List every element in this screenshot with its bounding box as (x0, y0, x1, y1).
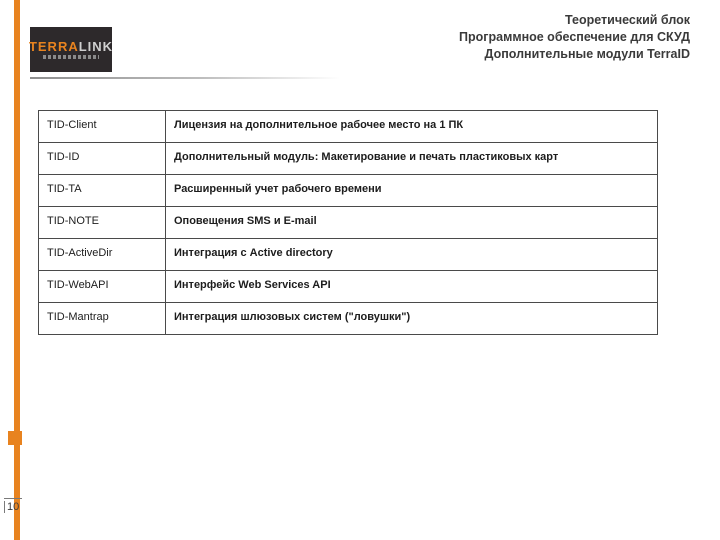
left-accent-strip (14, 0, 20, 540)
header-divider-line (30, 77, 340, 79)
page-number-tick (4, 498, 22, 499)
header-line-1: Теоретический блок (565, 13, 690, 27)
accent-square (8, 431, 22, 445)
module-description: Оповещения SMS и E-mail (166, 207, 658, 239)
header-line-3: Дополнительные модули TerraID (484, 47, 690, 61)
logo-text-terra: TERRA (28, 39, 79, 54)
logo-text-link: LINK (78, 39, 114, 54)
logo-text (29, 40, 113, 53)
module-code: TID-Client (39, 111, 166, 143)
module-code: TID-ActiveDir (39, 239, 166, 271)
page-number: 10 (4, 501, 30, 513)
page-number-block (4, 498, 30, 513)
module-code: TID-ID (39, 143, 166, 175)
table-row (39, 143, 658, 175)
table-row (39, 303, 658, 335)
table-row (39, 111, 658, 143)
header-line-2: Программное обеспечение для СКУД (459, 30, 690, 44)
module-code: TID-TA (39, 175, 166, 207)
table-row (39, 271, 658, 303)
module-description: Интеграция с Active directory (166, 239, 658, 271)
terralink-logo (30, 27, 112, 72)
module-code: TID-WebAPI (39, 271, 166, 303)
module-description: Интеграция шлюзовых систем ("ловушки") (166, 303, 658, 335)
module-description: Интерфейс Web Services API (166, 271, 658, 303)
module-code: TID-NOTE (39, 207, 166, 239)
module-code: TID-Mantrap (39, 303, 166, 335)
logo-subtext-decoration (43, 55, 99, 59)
module-description: Дополнительный модуль: Макетирование и печать пластиковых карт (166, 143, 658, 175)
module-description: Расширенный учет рабочего времени (166, 175, 658, 207)
table-row (39, 175, 658, 207)
modules-table-body (39, 111, 658, 335)
module-description: Лицензия на дополнительное рабочее место на 1 ПК (166, 111, 658, 143)
modules-table (38, 110, 658, 335)
table-row (39, 239, 658, 271)
table-row (39, 207, 658, 239)
slide-header (459, 12, 690, 63)
